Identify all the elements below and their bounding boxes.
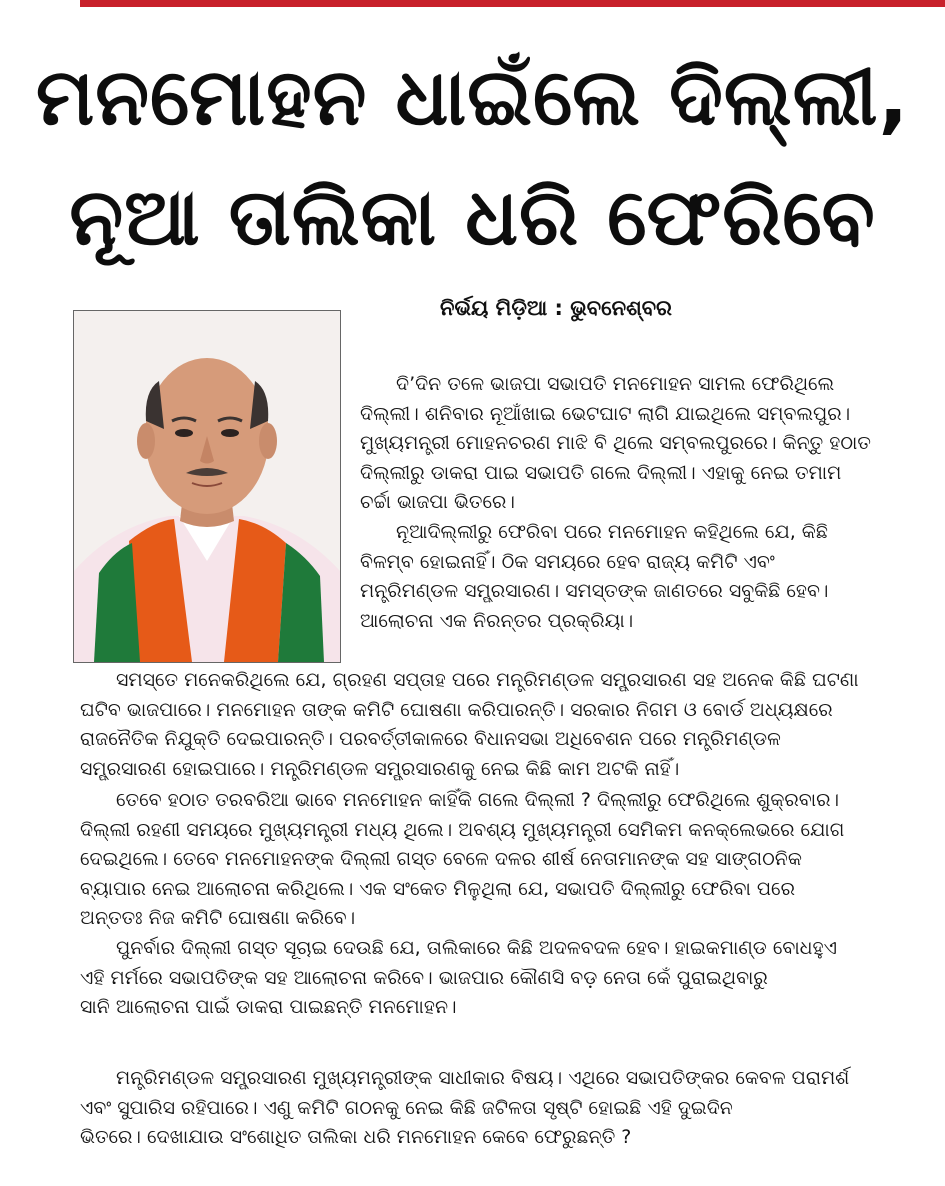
paragraph-line: ମୁଖ୍ୟମନ୍ତ୍ରୀ ମୋହନଚରଣ ମାଝି ବି ଥିଲେ ସମ୍ବଲପୁରରେ। କିନ୍ତୁ ହଠାତ	[360, 432, 871, 454]
paragraph-6	[80, 1064, 920, 1153]
paragraph-line: ସମସ୍ତେ ମନେକରିଥିଲେ ଯେ, ଗ୍ରହଣ ସପ୍ତାହ ପରେ ମନ୍ତ୍ରିମଣ୍ଡଳ ସମ୍ପ୍ରସାରଣ ସହ ଅନେକ କିଛି ଘଟଣା	[116, 669, 859, 691]
paragraph-line: ଦିଲ୍ଲୀରୁ ଡାକରା ପାଇ ସଭାପତି ଗଲେ ଦିଲ୍ଲୀ। ଏହାକୁ ନେଇ ତମାମ	[360, 461, 842, 484]
paragraph-line: ଦିଲ୍ଲୀ। ଶନିବାର ନୂଆଁଖାଇ ଭେଟଘାଟ ଲାଗି ଯାଇଥିଲେ ସମ୍ବଲପୁର।	[360, 402, 851, 425]
paragraph-line: ତେବେ ହଠାତ ତରବରିଆ ଭାବେ ମନମୋହନ କାହିଁକି ଗଲେ ଦିଲ୍ଲୀ ? ଦିଲ୍ଲୀରୁ ଫେରିଥିଲେ ଶୁକ୍ରବାର।	[116, 789, 840, 811]
top-accent-bar	[80, 0, 945, 7]
paragraph-line: ବିଳମ୍ବ ହୋଇନାହିଁ। ଠିକ ସମୟରେ ହେବ ରାଜ୍ୟ କମିଟି ଏବଂ	[360, 550, 775, 573]
paragraph-line: ଦି’ଦିନ ତଳେ ଭାଜପା ସଭାପତି ମନମୋହନ ସାମଲ ଫେରିଥିଲେ	[396, 373, 835, 395]
paragraph-line: ସାନି ଆଲୋଚନା ପାଇଁ ଡାକରା ପାଇଛନ୍ତି ମନମୋହନ।	[80, 996, 457, 1018]
paragraph-2	[360, 518, 920, 636]
paragraph-line: ଅନ୍ତତଃ ନିଜ କମିଟି ଘୋଷଣା କରିବେ।	[80, 907, 356, 929]
paragraph-line: ଚର୍ଚ୍ଚା ଭାଜପା ଭିତରେ।	[360, 491, 515, 513]
headline-line-1: ମନମୋହନ ଧାଇଁଲେ ଦିଲ୍ଲୀ,	[35, 53, 910, 143]
paragraph-line: ରାଜନୈତିକ ନିଯୁକ୍ତି ଦେଇପାରନ୍ତି। ପରବର୍ତ୍ତୀକାଳରେ ବିଧାନସଭା ଅଧିବେଶନ ପରେ ମନ୍ତ୍ରିମଣ୍ଡଳ	[80, 728, 781, 750]
paragraph-line: ଏହି ମର୍ମରେ ସଭାପତିଙ୍କ ସହ ଆଲୋଚନା କରିବେ। ଭାଜପାର କୌଣସି ବଡ଼ ନେତା କେଁ ପୁରାଇଥିବାରୁ	[80, 966, 768, 989]
paragraph-line: ଘଟିବ ଭାଜପାରେ। ମନମୋହନ ତାଙ୍କ କମିଟି ଘୋଷଣା କରିପାରନ୍ତି। ସରକାର ନିଗମ ଓ ବୋର୍ଡ ଅଧ୍ୟକ୍ଷରେ	[80, 698, 833, 721]
paragraph-4	[80, 786, 920, 934]
paragraph-line: ବ୍ୟାପାର ନେଇ ଆଲୋଚନା କରିଥିଲେ। ଏକ ସଂକେତ ମିଳୁଥିଲା ଯେ, ସଭାପତି ଦିଲ୍ଲୀରୁ ଫେରିବା ପରେ	[80, 877, 795, 900]
paragraph-5	[80, 934, 920, 1023]
paragraph-line: ଏବଂ ସୁପାରିସ ରହିପାରେ। ଏଣୁ କମିଟି ଗଠନକୁ ନେଇ କିଛି ଜଟିଳତା ସୃଷ୍ଟି ହୋଇଛି ଏହି ଦୁଇଦିନ	[80, 1096, 733, 1119]
portrait-photo	[73, 310, 341, 663]
paragraph-line: ସମ୍ପ୍ରସାରଣ ହୋଇପାରେ। ମନ୍ତ୍ରିମଣ୍ଡଳ ସମ୍ପ୍ରସାରଣକୁ ନେଇ କିଛି କାମ ଅଟକି ନାହିଁ।	[80, 757, 680, 780]
paragraph-line: ଭିତରେ। ଦେଖାଯାଉ ସଂଶୋଧିତ ତାଲିକା ଧରି ମନମୋହନ କେବେ ଫେରୁଛନ୍ତି ?	[80, 1126, 632, 1148]
paragraph-line: ପୁନର୍ବାର ଦିଲ୍ଲୀ ଗସ୍ତ ସୂଚାଇ ଦେଉଛି ଯେ, ତାଲିକାରେ କିଛି ଅଦଳବଦଳ ହେବ। ହାଇକମାଣ୍ଡ ବୋଧହୁଏ	[116, 937, 837, 959]
paragraph-line: ମନ୍ତ୍ରିମଣ୍ଡଳ ସମ୍ପ୍ରସାରଣ। ସମସ୍ତଙ୍କ ଜାଣତରେ ସବୁକିଛି ହେବ।	[360, 580, 829, 602]
paragraph-3	[80, 666, 920, 784]
paragraph-line: ଦିଲ୍ଲୀ ରହଣୀ ସମୟରେ ମୁଖ୍ୟମନ୍ତ୍ରୀ ମଧ୍ୟ ଥିଲେ। ଅବଶ୍ୟ ମୁଖ୍ୟମନ୍ତ୍ରୀ ସେମିକମ କନକ୍ଲେଭରେ ଯୋଗ	[80, 818, 845, 841]
paragraph-1	[360, 370, 920, 518]
paragraph-line: ମନ୍ତ୍ରିମଣ୍ଡଳ ସମ୍ପ୍ରସାରଣ ମୁଖ୍ୟମନ୍ତ୍ରୀଙ୍କ ସାଧୀକାର ବିଷୟ। ଏଥିରେ ସଭାପତିଙ୍କର କେବଳ ପରାମର୍ଶ	[116, 1067, 850, 1089]
byline: ନିର୍ଭୟ ମିଡ଼ିଆ : ଭୁବନେଶ୍ବର	[440, 296, 672, 320]
paragraph-line: ନୂଆଦିଲ୍ଲୀରୁ ଫେରିବା ପରେ ମନମୋହନ କହିଥିଲେ ଯେ, କିଛି	[396, 521, 828, 543]
paragraph-line: ଆଲୋଚନା ଏକ ନିରନ୍ତର ପ୍ରକ୍ରିୟା।	[360, 609, 634, 632]
paragraph-line: ଦେଇଥିଲେ। ତେବେ ମନମୋହନଙ୍କ ଦିଲ୍ଲୀ ଗସ୍ତ ବେଳେ ଦଳର ଶୀର୍ଷ ନେତାମାନଙ୍କ ସହ ସାଙ୍ଗଠନିକ	[80, 848, 802, 870]
headline-line-2: ନୂଆ ତାଲିକା ଧରି ଫେରିବେ	[69, 173, 876, 263]
